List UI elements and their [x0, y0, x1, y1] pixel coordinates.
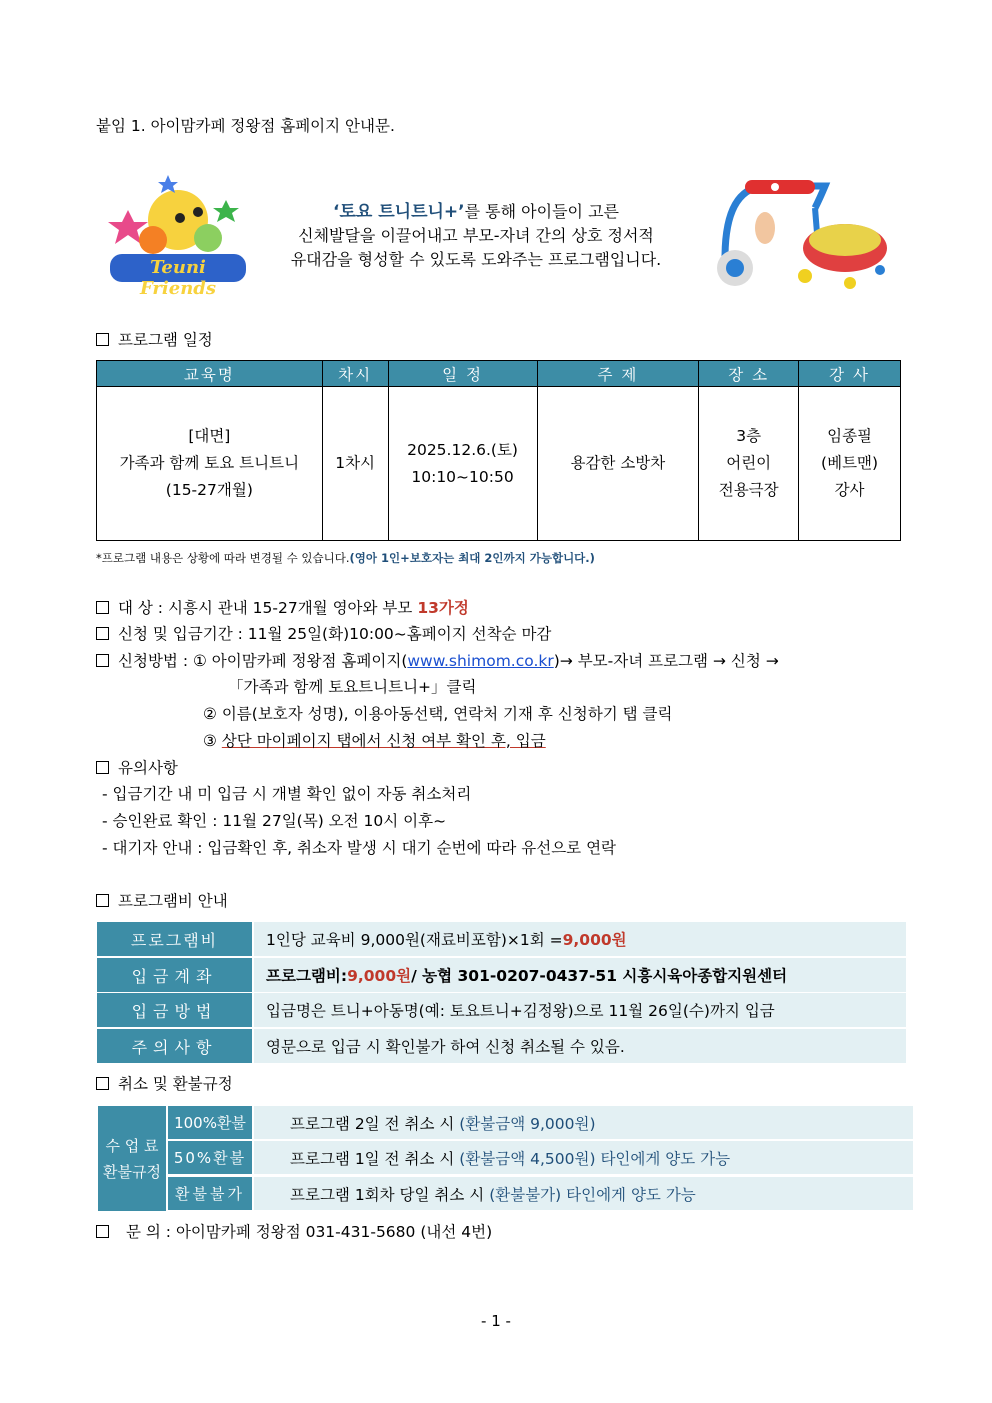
fee-row-program: 프로그램비 1인당 교육비 9,000원(재료비포함)×1회 = 9,000원 [97, 922, 906, 956]
attachment-title: 붙임 1. 아이맘카페 정왕점 홈페이지 안내문. [96, 117, 395, 135]
refund-row-100: 100%환불 프로그램 2일 전 취소 시 (환불금액 9,000원) [168, 1106, 913, 1139]
intro-line2: 신체발달을 이끌어내고 부모-자녀 간의 상호 정서적 [298, 226, 654, 245]
refund-row-50: 50%환불 프로그램 1일 전 취소 시 (환불금액 4,500원) 타인에게 양도 가능 [168, 1141, 913, 1174]
table-row [97, 387, 901, 541]
checkbox-icon [96, 601, 109, 614]
schedule-section-title: 프로그램 일정 [96, 330, 213, 350]
checkbox-icon [96, 627, 109, 640]
method-line: 신청방법 : ① 아이맘카페 정왕점 홈페이지(www.shimom.co.kr)→ 부모-자녀 프로그램 → 신청 → [96, 651, 779, 671]
intro-text [262, 200, 690, 272]
caution-item-1: - 입금기간 내 미 입금 시 개별 확인 없이 자동 취소처리 [102, 785, 472, 803]
checkbox-icon [96, 761, 109, 774]
schedule-table [96, 360, 901, 541]
page-number: - 1 - [481, 1312, 511, 1330]
schedule-note: *프로그램 내용은 상황에 따라 변경될 수 있습니다.(영아 1인+보호자는 최대 2인까지 가능합니다.) [96, 551, 595, 565]
fee-row-account: 입금계좌 프로그램비: 9,000원 / 농협 301-0207-0437-51 시흥시육아종합지원센터 [97, 958, 906, 992]
teuni-friends-logo [108, 170, 248, 299]
intro-line3: 유대감을 형성할 수 있도록 도와주는 프로그램입니다. [290, 250, 662, 269]
schedule-header-topic: 주 제 [537, 361, 699, 387]
method-step3: ③ 상단 마이페이지 탭에서 신청 여부 확인 후, 입금 [203, 732, 546, 750]
program-name-cell: [대면] 가족과 함께 토요 트니트니 (15-27개월) [97, 387, 323, 541]
schedule-header-teacher: 강 사 [799, 361, 901, 387]
intro-line1-rest: 를 통해 아이들이 고른 [464, 202, 619, 221]
refund-section-title: 취소 및 환불규정 [96, 1074, 233, 1094]
schedule-header-date: 일 정 [388, 361, 537, 387]
teacher-cell: 임종필 (베트맨) 강사 [799, 387, 901, 541]
refund-row-none: 환불불가 프로그램 1회차 당일 취소 시 (환불불가) 타인에게 양도 가능 [168, 1177, 913, 1210]
method-line2: 「가족과 함께 토요트니트니+」클릭 [228, 678, 477, 696]
checkbox-icon [96, 654, 109, 667]
topic-cell: 용감한 소방차 [537, 387, 699, 541]
checkbox-icon [96, 333, 109, 346]
period-line: 신청 및 입금기간 : 11월 25일(화)10:00~홈페이지 선착순 마감 [96, 624, 551, 644]
caution-item-2: - 승인완료 확인 : 11월 27일(목) 오전 10시 이후~ [102, 812, 447, 830]
method-step2: ② 이름(보호자 성명), 이용아동선택, 연락처 기재 후 신청하기 탭 클릭 [203, 705, 673, 723]
checkbox-icon [96, 894, 109, 907]
caution-title: 유의사항 [96, 758, 178, 778]
session-cell: 1차시 [322, 387, 388, 541]
logo-text: Teuni Friends [139, 257, 217, 299]
refund-main-header: 수 업 료 환불규정 [98, 1106, 166, 1211]
homepage-link[interactable]: www.shimom.co.kr [407, 652, 554, 670]
baby-toy-illustration [705, 178, 895, 293]
schedule-header-name: 교육명 [97, 361, 323, 387]
contact-line: 문 의 : 아이맘카페 정왕점 031-431-5680 (내선 4번) [96, 1222, 492, 1242]
caution-item-3: - 대기자 안내 : 입금확인 후, 취소자 발생 시 대기 순번에 따라 유선으로 연락 [102, 839, 617, 857]
program-name-quote: ‘토요 트니트니+’ [333, 202, 465, 222]
fee-row-method: 입금방법 입금명은 트니+아동명(예: 토요트니+김정왕)으로 11월 26일(수)까지 입금 [97, 993, 906, 1027]
date-cell: 2025.12.6.(토) 10:10~10:50 [388, 387, 537, 541]
target-line: 대 상 : 시흥시 관내 15-27개월 영아와 부모 13가정 [96, 598, 469, 618]
place-cell: 3층 어린이 전용극장 [699, 387, 799, 541]
schedule-header-session: 차시 [322, 361, 388, 387]
checkbox-icon [96, 1077, 109, 1090]
fee-section-title: 프로그램비 안내 [96, 891, 228, 911]
schedule-header-place: 장 소 [699, 361, 799, 387]
checkbox-icon [96, 1225, 109, 1238]
fee-row-caution: 주의사항 영문으로 입금 시 확인불가 하여 신청 취소될 수 있음. [97, 1029, 906, 1063]
